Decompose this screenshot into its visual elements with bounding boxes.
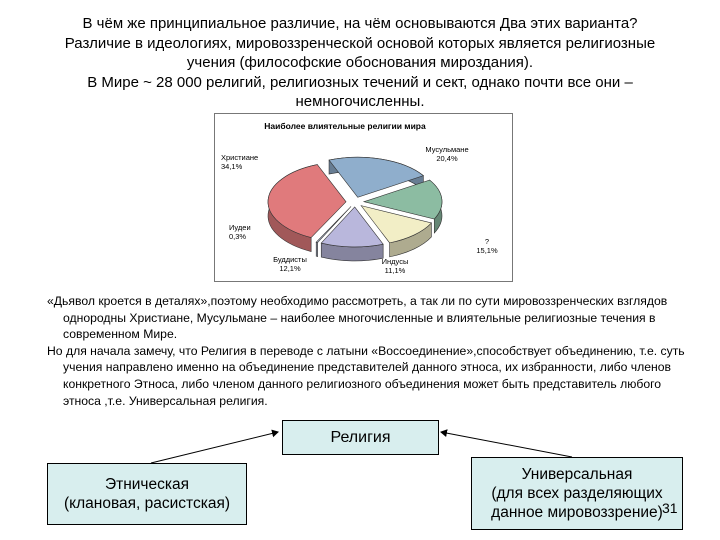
box-line: Этническая (104, 476, 190, 493)
ethnic-religion-box (47, 463, 247, 525)
paragraph: «Дьявол кроется в деталях»,поэтому необходимо рассмотреть, а так ли по сути мировоззренческих взглядов однородны Христиане, Мусульмане – наиболее многочисленные и влиятельные религиозные течения в современном Мире. (47, 294, 668, 342)
heading-line: немногочисленны. (295, 93, 425, 110)
universal-religion-box (471, 457, 683, 530)
slice-label: Иудеи (229, 223, 251, 232)
slice-value-label: 11,1% (384, 266, 406, 275)
arrow-universal-to-religion (441, 432, 572, 457)
slice-label: ? (484, 237, 490, 246)
slice-value-label: 15,1% (476, 246, 498, 255)
heading-line: учения (философские обоснования мироздания). (186, 54, 534, 71)
slice-label: Индусы (381, 257, 409, 266)
heading-line: Различие в идеологиях, мировоззренческой основой которых является религиозные (64, 34, 656, 52)
heading-line: В чём же принципиальное различие, на чём основываются Два этих варианта? (82, 15, 638, 32)
slice-label: Христиане (221, 153, 259, 162)
religion-box: Религия (282, 420, 439, 455)
slice-value-label: 20,4% (436, 154, 458, 163)
box-line: Универсальная (521, 466, 633, 483)
page-number: 31 (662, 500, 678, 516)
box-line: (клановая, расистская) (63, 495, 231, 512)
slice-label: Буддисты (273, 255, 307, 264)
slice-label: Мусульмане (425, 145, 469, 154)
slice-value-label: 0,3% (229, 232, 247, 241)
arrow-ethnic-to-religion (151, 432, 278, 463)
box-line: (для всех разделяющих (491, 485, 663, 502)
heading-line: В Мире ~ 28 000 религий, религиозных течений и сект, однако почти все они – (87, 73, 633, 91)
slice-value-label: 12,1% (279, 264, 301, 273)
paragraph: Но для начала замечу, что Религия в переводе с латыни «Воссоединение»,способствует объединению, т.е. суть учения направлено именно на объединение представителей данного этноса, их избранности, либо членов конкретного Этноса, либо членом данного религиозного объединения может быть представитель любого этноса ,т.е. Универсальная религия. (47, 343, 685, 408)
chart-title: Наиболее влиятельные религии мира (264, 121, 426, 131)
box-line: данное мировоззрение) (491, 504, 663, 521)
slice-value-label: 34,1% (221, 162, 243, 171)
